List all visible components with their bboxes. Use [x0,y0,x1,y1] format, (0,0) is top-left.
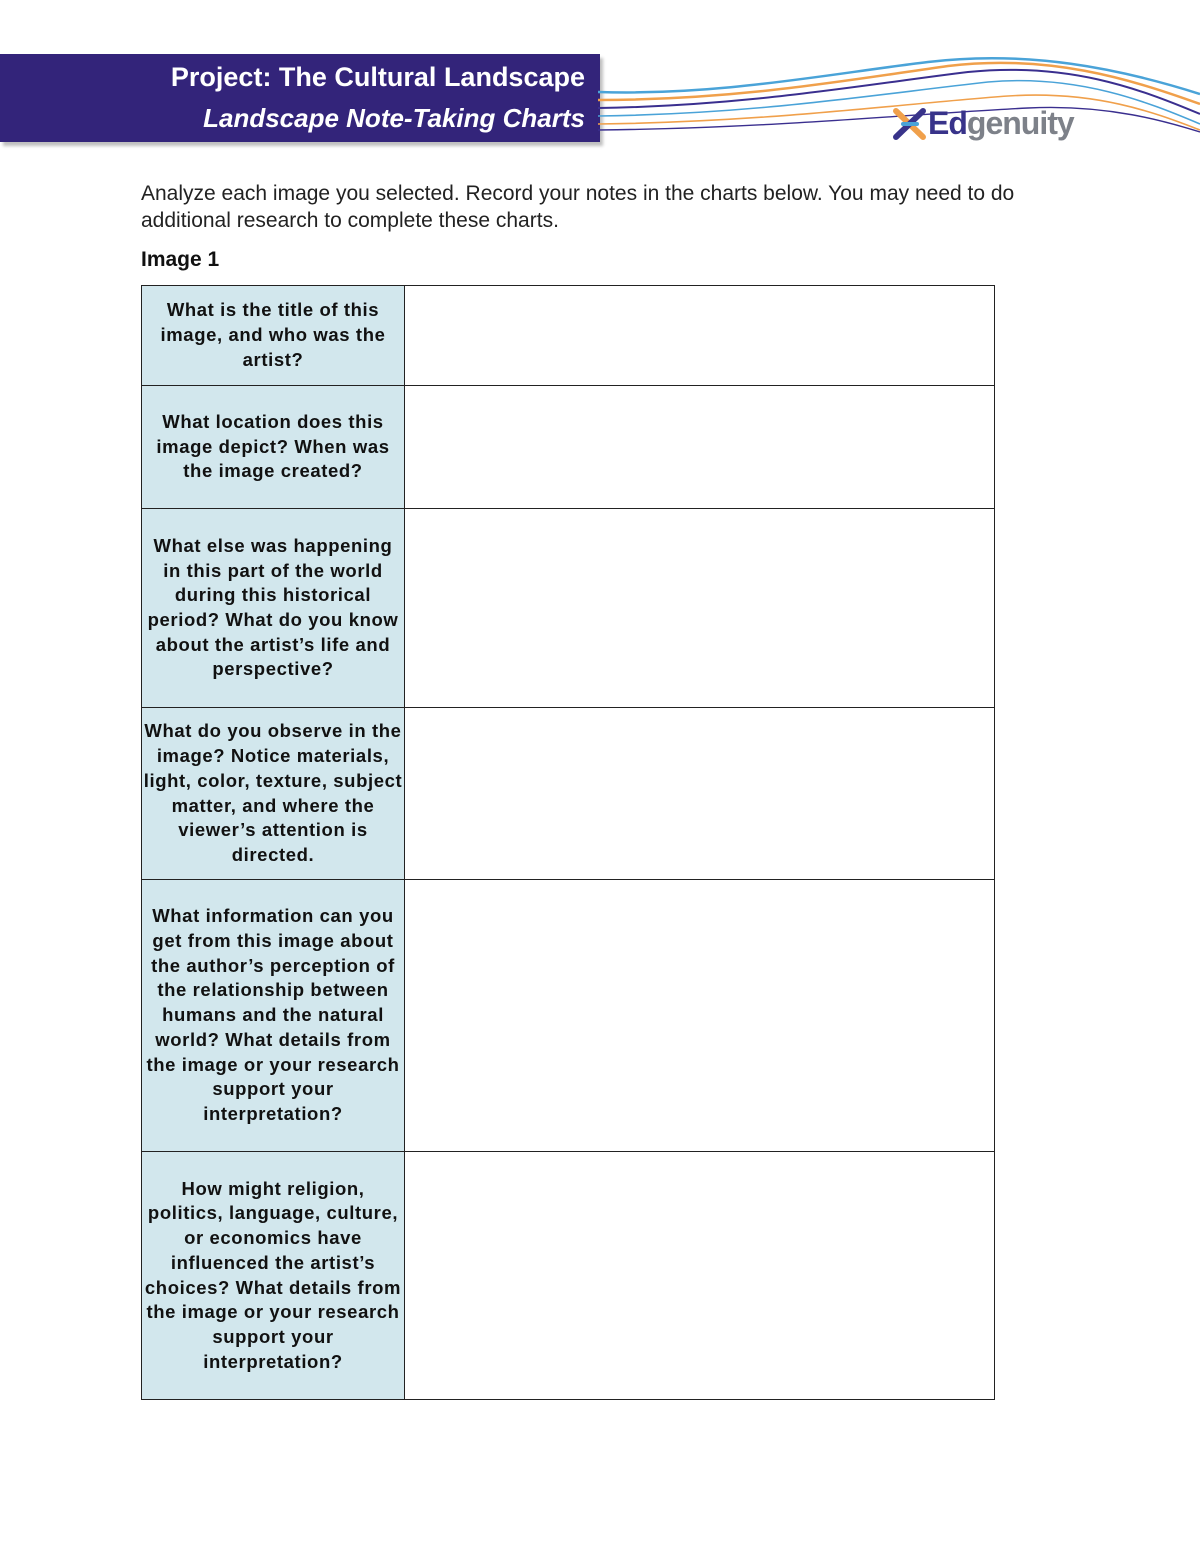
answer-cell[interactable] [405,509,995,708]
question-cell: What location does this image depict? When was the image created? [142,386,405,509]
answer-cell[interactable] [405,1152,995,1400]
question-cell: What information can you get from this image about the author’s perception of the relationship between humans and the natural world? What details from the image or your research support your interpretation? [142,880,405,1152]
instructions: Analyze each image you selected. Record your notes in the charts below. You may need to do additional research to complete these charts. [141,182,1015,232]
table-row [142,708,995,880]
table-row [142,386,995,509]
question-cell: How might religion, politics, language, culture, or economics have influenced the artist’s choices? What details from the image or your research support your interpretation? [142,1152,405,1400]
table-row [142,509,995,708]
answer-cell[interactable] [405,386,995,509]
table-row [142,286,995,386]
question-cell: What is the title of this image, and who was the artist? [142,286,405,386]
answer-cell[interactable] [405,286,995,386]
table-row [142,880,995,1152]
image-section-heading: Image 1 [141,248,220,271]
document-title: Project: The Cultural Landscape [170,62,585,92]
question-cell: What do you observe in the image? Notice materials, light, color, texture, subject matter, and where the viewer’s attention is directed. [142,708,405,880]
note-taking-table [141,285,995,1400]
edgenuity-logo [893,104,1073,148]
logo-wordmark-ed: Ed [928,105,967,141]
logo-wordmark [928,105,1074,142]
logo-wordmark-genuity: genuity [966,105,1074,141]
document-subtitle: Landscape Note-Taking Charts [203,103,585,133]
logo-x-mark-icon [893,108,927,140]
header-banner [0,54,600,142]
answer-cell[interactable] [405,880,995,1152]
answer-cell[interactable] [405,708,995,880]
question-cell: What else was happening in this part of the world during this historical period? What do you know about the artist’s life and perspective? [142,509,405,708]
table-row [142,1152,995,1400]
